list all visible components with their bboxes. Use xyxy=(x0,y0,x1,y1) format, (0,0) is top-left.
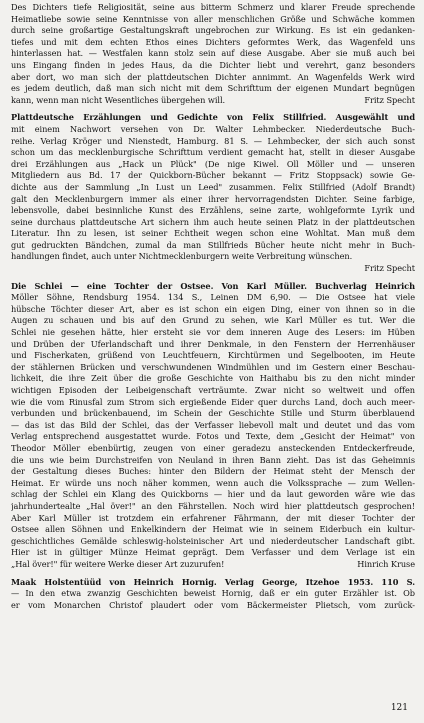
text-line: es jedem deutlich, daß man sich nicht mit dem Schrifttum der eigenen Mundart begnügen xyxy=(11,83,415,94)
text-line: geschichtliches Gemälde schleswig-holsteinischer Art und niederdeutscher Landschaft gibt. xyxy=(11,535,415,546)
review-signature: Fritz Specht xyxy=(364,263,415,274)
text-line: reihe. Verlag Kröger und Nienstedt, Hamburg. 81 S. — Lehmbecker, der sich auch sonst xyxy=(11,135,415,146)
text-line: Literatur. Ihn zu lesen, ist seiner Echtheit wegen schon eine Wohltat. Man muß dem xyxy=(11,228,415,239)
text-line: mit einem Nachwort versehen von Dr. Walter Lehmbecker. Niederdeutsche Buch- xyxy=(11,123,415,134)
text-line: und Fischerkaten, grüßend von Leuchtfeuern, Kirchtürmen und Segelbooten, im Heute xyxy=(11,350,415,361)
text-line: lichkeit, die ihre Zeit über die große Geschichte von Haithabu bis zu den nicht minder xyxy=(11,373,415,384)
text-line: die uns wie beim Durchstreifen von Neuland in ihren Bann zieht. Das ist das Geheimnis xyxy=(11,454,415,465)
review-signature: Fritz Specht xyxy=(364,94,415,105)
text-line: Augen zu schauen und bis auf den Grund zu sehen, wie Karl Müller es tut. Wer die xyxy=(11,315,415,326)
text-line: verbunden und brückenbauend, im Schein der Geschichte Stille und Sturm überblauend xyxy=(11,408,415,419)
text-line: Hier ist in gültiger Münze Heimat geprägt. Dem Verfasser und dem Verlage ist ein xyxy=(11,547,415,558)
review-heading-line: Plattdeutsche Erzählungen und Gedichte von Felix Stillfried. Ausgewählt und xyxy=(11,112,415,123)
text-line: der Gestaltung dieses Buches: hinter den Bildern der Heimat steht der Mensch der xyxy=(11,466,415,477)
text-line: dichte aus der Sammlung „In Lust un Leed" zusammen. Felix Stillfried (Adolf Brandt) xyxy=(11,181,415,192)
text-line: schlag der Schlei ein Klang des Quickborns — hier und da laut geworden wäre wie das xyxy=(11,489,415,500)
text-line: Möller Söhne, Rendsburg 1954. 134 S., Leinen DM 6,90. — Die Ostsee hat viele xyxy=(11,292,415,303)
text-line: hinterlassen hat. — Westfalen kann stolz sein auf diese Ausgabe. Aber sie muß auch bei xyxy=(11,48,415,59)
text-line: Heimatliebe sowie seine Kenntnisse von aller menschlichen Größe und Schwäche kommen xyxy=(11,13,415,24)
text-line: Verlag entsprechend ausgestattet wurde. Fotos und Texte, dem „Gesicht der Heimat" von xyxy=(11,431,415,442)
text-line: aber dort, wo man sich der plattdeutschen Dichter annimmt. An Wagenfelds Werk wird xyxy=(11,71,415,82)
review-stillfried xyxy=(11,112,415,274)
text-line: lebensvolle, dabei besinnliche Kunst des Erzählens, seine zarte, wohlgeformte Lyrik und xyxy=(11,205,415,216)
text-line: drei Erzählungen aus „Hack un Plück" (De nige Kiwel. Oll Möller und — unseren xyxy=(11,158,415,169)
text-line: der stählernen Brücken und verschwundenen Windmühlen und im Gestern einer Beschau- xyxy=(11,361,415,372)
text-line-content: „Hal över!" für weitere Werke dieser Art zuzurufen! xyxy=(11,558,225,569)
text-line: schon um das mecklenburgische Schrifttum verdient gemacht hat, stellt in dieser Ausgabe xyxy=(11,147,415,158)
review-wagenfeld-end xyxy=(11,2,415,106)
text-line: Schlei nie gesehen hätte, hier ersteht sie vor dem inneren Auge des Lesers: im Hüben xyxy=(11,327,415,338)
review-holstentuud xyxy=(11,577,415,612)
text-line: galt den Mecklenburgern immer als einer ihrer hervorragendsten Dichter. Seine farbige, xyxy=(11,193,415,204)
text-line: wie die vom Rinusfal zum Strom sich ergießende Eider quer durchs Land, doch auch meer- xyxy=(11,396,415,407)
text-line: wichtigen Episoden der Leibeigenschaft verträumte. Zwar nicht so weltweit und offen xyxy=(11,385,415,395)
text-line: handlungen findet, auch unter Nichtmecklenburgern weite Verbreitung wünschen. xyxy=(11,251,353,262)
text-line: tiefes und mit dem echten Ethos eines Dichters geformtes Werk, das Wagenfeld uns xyxy=(11,36,415,47)
text-line: Des Dichters tiefe Religiosität, seine aus bitterm Schmerz und klarer Freude sprechende xyxy=(11,2,415,12)
text-line: Theodor Möller ebenbürtig, zeugen von einer geradezu ansteckenden Entdeckerfreude, xyxy=(11,442,415,453)
text-line: er vom Monarchen Christof plaudert oder vom Bäckermeister Plietsch, vom zurück- xyxy=(11,599,415,610)
review-signature: Hinrich Kruse xyxy=(357,558,415,569)
review-heading-line: Die Schlei — eine Tochter der Ostsee. Von Karl Müller. Buchverlag Heinrich xyxy=(11,280,415,291)
text-line: Heimat. Er würde uns noch näher kommen, wenn auch die Volkssprache — zum Wellen- xyxy=(11,477,415,488)
text-line: Aber Karl Müller ist trotzdem ein erfahrener Fährmann, der mit dieser Tochter der xyxy=(11,512,415,523)
text-line: und Drüben der Uferlandschaft und ihrer Denkmale, in den Fenstern der Herrenhäuser xyxy=(11,338,415,349)
text-line xyxy=(11,559,415,571)
text-line: gut gedruckten Bändchen, zumal da man Stillfrieds Bücher heute nicht mehr in Buch- xyxy=(11,239,415,250)
text-line xyxy=(11,95,415,107)
page-number: 121 xyxy=(390,703,408,713)
text-line: jahrhundertealte „Hal över!" an den Fährstellen. Noch wird hier plattdeutsch gesprochen! xyxy=(11,500,415,511)
text-line: seine durchaus plattdeutsche Art sichern ihm auch heute seinen Platz in der plattdeutschen xyxy=(11,216,415,227)
review-schlei xyxy=(11,281,415,571)
text-line: durch seine großartige Gestaltungskraft ungebrochen zur Wirkung. Es ist ein gedanken- xyxy=(11,25,415,36)
review-heading-line: Maak Holstentüüd von Heinrich Hornig. Verlag George, Itzehoe 1953. 110 S. xyxy=(11,576,415,587)
text-line: — In den etwa zwanzig Geschichten beweist Hornig, daß er ein guter Erzähler ist. Ob xyxy=(11,588,415,599)
text-line: Ostsee allen Söhnen und Enkelkindern der Heimat wie in seinem Eiderbuch ein kultur- xyxy=(11,524,415,535)
text-line: uns Eingang finden in jedes Haus, da die Dichter liebt und verehrt, ganz besonders xyxy=(11,59,415,70)
text-line: — das ist das Bild der Schlei, das der Verfasser liebevoll malt und deutet und das vom xyxy=(11,419,415,430)
text-line: Mitgliedern aus Bd. 17 der Quickborn-Bücher bekannt — Fritz Stoppsack) sowie Ge- xyxy=(11,170,415,181)
text-line-content: kann, wenn man nicht Wesentliches übergehen will. xyxy=(11,94,226,105)
text-line: hübsche Töchter dieser Art, aber es ist schon ein eigen Ding, einer von ihnen so in die xyxy=(11,303,415,314)
